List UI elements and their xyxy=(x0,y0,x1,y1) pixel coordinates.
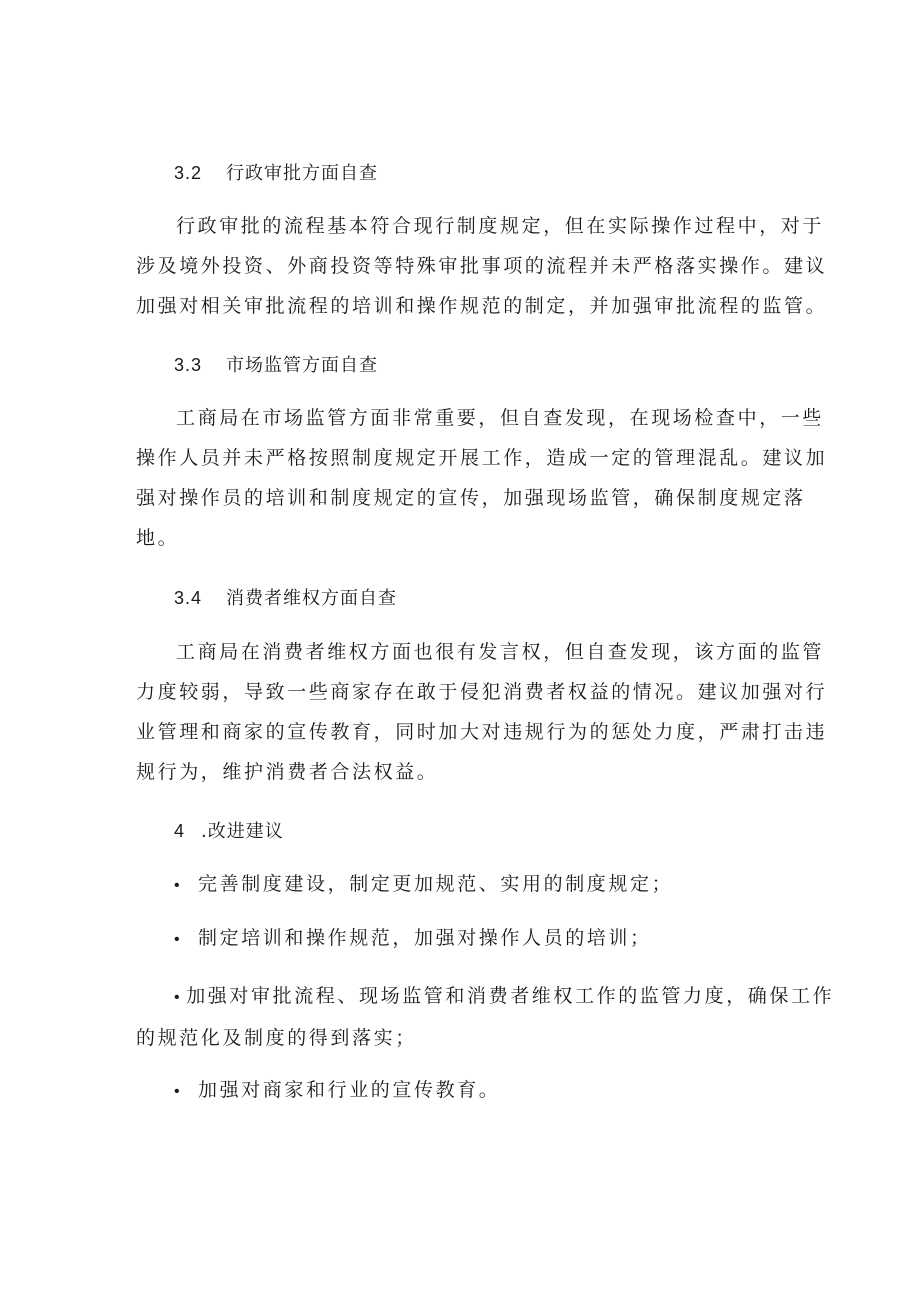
bullet-item xyxy=(174,1070,500,1112)
bullet-text: 制定培训和操作规范，加强对操作人员的培训； xyxy=(198,927,652,949)
paragraph-line: 力度较弱，导致一些商家存在敢于侵犯消费者权益的情况。建议加强对行 xyxy=(136,681,828,703)
paragraph-line: 地。 xyxy=(136,527,180,549)
bullet-icon: • xyxy=(174,877,183,894)
section-title: 行政审批方面自查 xyxy=(226,163,378,184)
paragraph-line: 业管理和商家的宣传教育，同时加大对违规行为的惩处力度，严肃打击违 xyxy=(136,721,828,743)
section-number: 3.4 xyxy=(174,588,203,608)
paragraph-line: 工商局在市场监管方面非常重要，但自查发现，在现场检查中，一些 xyxy=(176,407,825,429)
section-number: 3.2 xyxy=(174,163,203,183)
section-title: .改进建议 xyxy=(201,821,284,842)
bullet-icon: • xyxy=(174,989,183,1006)
section-heading-4 xyxy=(174,819,284,844)
section-paragraph-3-4 xyxy=(136,632,828,792)
section-heading-3-3 xyxy=(174,353,378,378)
paragraph-line: 涉及境外投资、外商投资等特殊审批事项的流程并未严格落实操作。建议 xyxy=(136,255,828,277)
section-paragraph-3-3 xyxy=(136,398,828,558)
paragraph-line: 规行为，维护消费者合法权益。 xyxy=(136,761,439,783)
bullet-text: 加强对审批流程、现场监管和消费者维权工作的监管力度，确保工作 xyxy=(186,985,835,1007)
bullet-item xyxy=(174,918,652,960)
paragraph-line: 行政审批的流程基本符合现行制度规定，但在实际操作过程中，对于 xyxy=(176,215,825,237)
bullet-text-continued: 的规范化及制度的得到落实； xyxy=(136,1027,417,1049)
section-heading-3-2 xyxy=(174,161,378,186)
section-number: 3.3 xyxy=(174,355,203,375)
section-title: 市场监管方面自查 xyxy=(226,355,378,376)
paragraph-line: 工商局在消费者维权方面也很有发言权，但自查发现，该方面的监管 xyxy=(176,641,825,663)
bullet-item xyxy=(174,864,673,906)
bullet-text: 加强对商家和行业的宣传教育。 xyxy=(198,1079,501,1101)
bullet-icon: • xyxy=(174,931,183,948)
paragraph-line: 操作人员并未严格按照制度规定开展工作，造成一定的管理混乱。建议加 xyxy=(136,447,828,469)
paragraph-line: 强对操作员的培训和制度规定的宣传，加强现场监管，确保制度规定落 xyxy=(136,487,806,509)
section-number: 4 xyxy=(174,821,186,841)
section-heading-3-4 xyxy=(174,586,397,611)
section-title: 消费者维权方面自查 xyxy=(226,588,397,609)
section-paragraph-3-2 xyxy=(136,206,828,326)
paragraph-line: 加强对相关审批流程的培训和操作规范的制定，并加强审批流程的监管。 xyxy=(136,295,828,317)
bullet-text: 完善制度建设，制定更加规范、实用的制度规定； xyxy=(198,873,674,895)
bullet-icon: • xyxy=(174,1083,183,1100)
bullet-item-multiline xyxy=(136,976,835,1058)
